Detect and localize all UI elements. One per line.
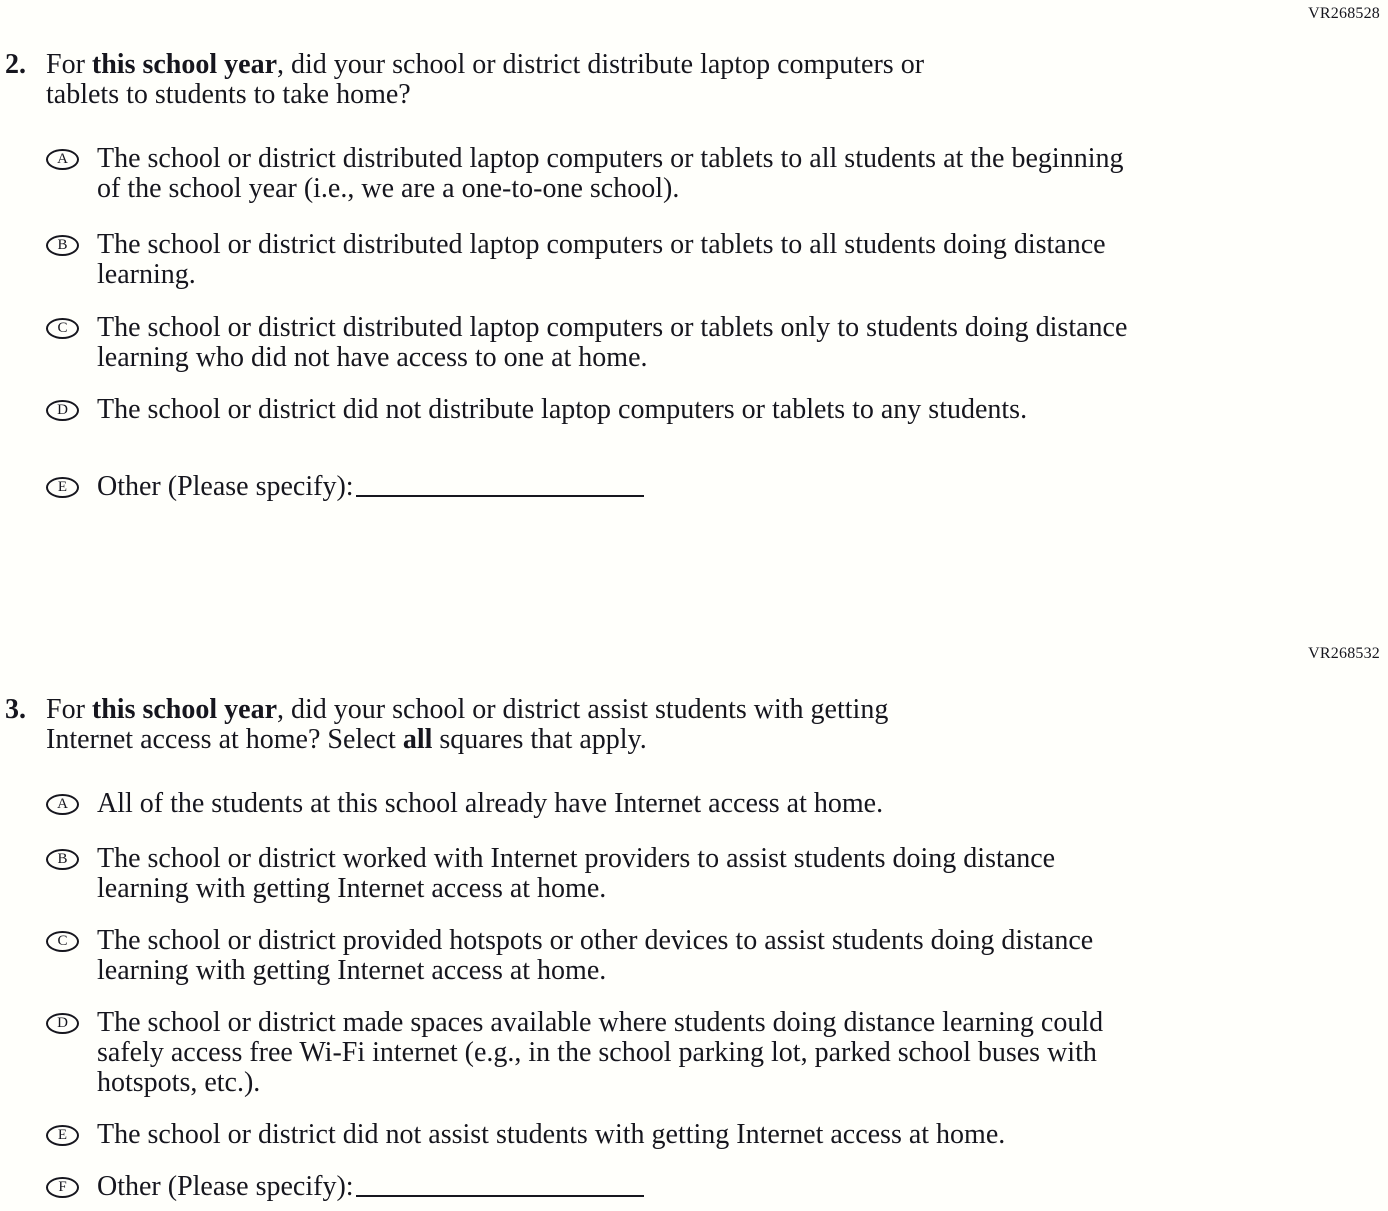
option-text: [97, 1120, 1005, 1150]
prompt-line-2: tablets to students to take home?: [46, 79, 411, 110]
q2-option-bubble-e[interactable]: E: [46, 477, 79, 498]
question-2-prompt: [5, 50, 1127, 110]
other-label: Other (Please specify):: [97, 471, 354, 502]
option-text: [97, 230, 1106, 290]
other-label: Other (Please specify):: [97, 1171, 354, 1202]
option-text-line: The school or district did not distribute laptop computers or tablets to any students.: [97, 394, 1028, 425]
q3-other-specify-blank[interactable]: [356, 1175, 644, 1197]
option-text-line: of the school year (i.e., we are a one-to-one school).: [97, 173, 680, 204]
q3-answer-option-d: [46, 1008, 1103, 1098]
q2-answer-option-b: [46, 230, 1127, 290]
option-text-line: The school or district did not assist students with getting Internet access at home.: [97, 1119, 1006, 1150]
q3-answer-option-f: [46, 1172, 1103, 1202]
q3-answer-option-b: [46, 844, 1103, 904]
prompt-line-1: [46, 50, 924, 80]
q3-option-bubble-f[interactable]: F: [46, 1177, 79, 1198]
option-text-line: learning who did not have access to one at home.: [97, 342, 648, 373]
option-text: [97, 395, 1027, 425]
q3-answer-option-c: [46, 926, 1103, 986]
prompt-segment: , did your school or district assist students with getting: [277, 694, 889, 725]
prompt-segment: For: [46, 49, 92, 80]
option-text-line: The school or district distributed laptop computers or tablets to all students at the beginning: [97, 143, 1124, 174]
q3-option-bubble-d[interactable]: D: [46, 1013, 79, 1034]
question-2: [5, 50, 1127, 502]
prompt-segment: Internet access at home? Select: [46, 724, 403, 755]
option-text-line: hotspots, etc.).: [97, 1067, 261, 1098]
option-text: [97, 844, 1055, 904]
prompt-segment-bold: all: [402, 724, 433, 755]
q3-option-bubble-b[interactable]: B: [46, 849, 79, 870]
option-text-line: All of the students at this school already have Internet access at home.: [97, 788, 884, 819]
prompt-segment: squares that apply.: [432, 724, 647, 755]
prompt-segment-bold: this school year: [91, 694, 278, 725]
option-text: [97, 1172, 644, 1202]
option-text: [97, 1008, 1103, 1098]
prompt-line-1: [46, 695, 888, 725]
option-text-line: learning with getting Internet access at home.: [97, 873, 607, 904]
q3-option-bubble-c[interactable]: C: [46, 931, 79, 952]
form-code-mid: VR268532: [1308, 645, 1380, 662]
option-text-line: The school or district made spaces available where students doing distance learning could: [97, 1007, 1104, 1038]
prompt-segment: For: [46, 694, 92, 725]
q2-other-specify-blank[interactable]: [356, 475, 644, 497]
question-2-prompt-text: [46, 50, 924, 110]
option-text: [97, 313, 1127, 373]
q3-option-bubble-e[interactable]: E: [46, 1125, 79, 1146]
q2-answer-option-d: [46, 395, 1127, 425]
q3-option-bubble-a[interactable]: A: [46, 794, 79, 815]
option-text: [97, 144, 1123, 204]
q2-answer-option-a: [46, 144, 1127, 204]
q2-answer-option-c: [46, 313, 1127, 373]
prompt-segment: , did your school or district distribute laptop computers or: [277, 49, 925, 80]
q3-answer-option-a: [46, 789, 1103, 819]
option-text-line: The school or district worked with Internet providers to assist students doing distance: [97, 843, 1056, 874]
q2-answer-option-e: [46, 472, 1127, 502]
option-text-line: The school or district distributed laptop computers or tablets to all students doing distance: [97, 229, 1106, 260]
option-text-line: The school or district provided hotspots or other devices to assist students doing distance: [97, 925, 1094, 956]
option-text: [97, 789, 883, 819]
prompt-line-2: [46, 725, 888, 755]
option-text: [97, 926, 1093, 986]
q2-option-bubble-a[interactable]: A: [46, 149, 79, 170]
question-3: [5, 695, 1103, 1202]
question-3-prompt-text: [46, 695, 888, 755]
option-text: [97, 472, 644, 502]
option-text-line: [97, 472, 644, 502]
form-code-top: VR268528: [1308, 5, 1380, 22]
question-3-number: 3.: [5, 694, 26, 725]
q2-option-bubble-d[interactable]: D: [46, 400, 79, 421]
prompt-segment-bold: this school year: [91, 49, 278, 80]
option-text-line: learning with getting Internet access at home.: [97, 955, 607, 986]
q2-option-bubble-c[interactable]: C: [46, 318, 79, 339]
q3-answer-option-e: [46, 1120, 1103, 1150]
q2-option-bubble-b[interactable]: B: [46, 235, 79, 256]
option-text-line: [97, 1172, 644, 1202]
question-2-number: 2.: [5, 49, 26, 80]
option-text-line: learning.: [97, 259, 196, 290]
option-text-line: safely access free Wi-Fi internet (e.g., in the school parking lot, parked school buses with: [97, 1037, 1097, 1068]
option-text-line: The school or district distributed laptop computers or tablets only to students doing distance: [97, 312, 1128, 343]
question-3-prompt: [5, 695, 1103, 755]
